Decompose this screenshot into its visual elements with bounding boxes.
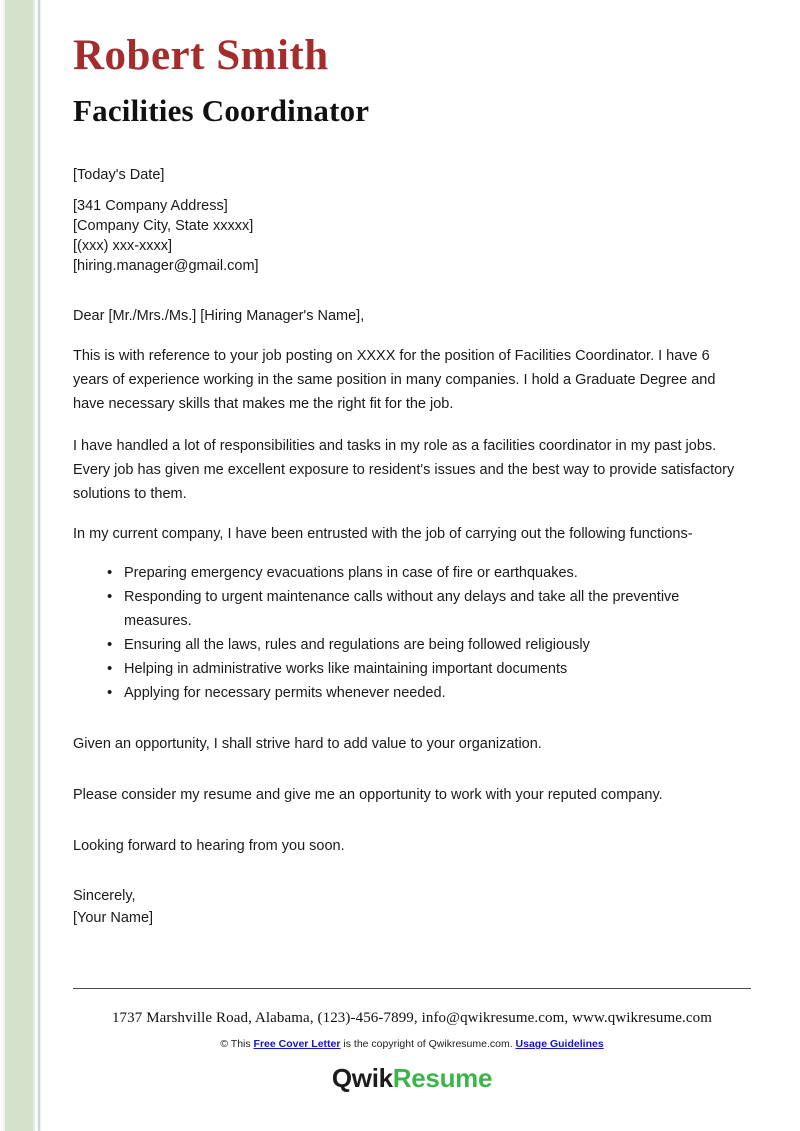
letter-content [73,0,753,929]
page-footer [73,988,751,1093]
list-item: • Helping in administrative works like maintaining important documents [124,657,749,681]
left-accent-stripe [0,0,44,1131]
free-cover-letter-link[interactable]: Free Cover Letter [253,1038,341,1050]
signature-name: [Your Name] [73,909,154,926]
usage-guidelines-link[interactable]: Usage Guidelines [515,1038,604,1050]
signature-block [73,885,753,929]
recipient-phone: [(xxx) xxx-xxxx] [73,238,173,255]
body-paragraph-1: This is with reference to your job posting on XXXX for the position of Facilities Coordinator. I have 6 years of experience working in the same position in many companies. I hold a Graduate Degree and have necessary skills that makes me the right fit for the job. [73,348,716,413]
footer-divider [73,988,751,989]
footer-copyright-line [73,1037,751,1052]
spacer [73,185,753,196]
responsibilities-list [73,561,753,705]
stripe-shadow-line [37,0,41,1131]
footer-contact-line: 1737 Marshville Road, Alabama, (123)-456-7899, info@qwikresume.com, www.qwikresume.com [111,1010,713,1026]
closing-paragraph-3: Looking forward to hearing from you soon. [73,837,345,854]
copyright-prefix: © This [220,1038,254,1050]
list-item: • Applying for necessary permits whenever needed. [124,681,749,705]
list-item: • Responding to urgent maintenance calls without any delays and take all the preventive measures. [124,585,749,633]
closing-paragraph-1: Given an opportunity, I shall strive hard to add value to your organization. [73,735,542,752]
recipient-email: [hiring.manager@gmail.com] [73,258,259,275]
recipient-address-line-2: [Company City, State xxxxx] [73,218,254,235]
closing-paragraph-2: Please consider my resume and give me an opportunity to work with your reputed company. [73,786,663,803]
body-paragraph-3: In my current company, I have been entrusted with the job of carrying out the following functions- [73,526,693,543]
letter-date: [Today's Date] [73,167,165,184]
applicant-job-title: Facilities Coordinator [73,93,370,129]
applicant-name: Robert Smith [73,32,329,79]
stripe-band [3,0,35,1131]
recipient-address-line-1: [341 Company Address] [73,198,228,215]
qwikresume-logo [73,1063,751,1093]
list-item: • Ensuring all the laws, rules and regulations are being followed religiously [124,633,749,657]
salutation: Dear [Mr./Mrs./Ms.] [Hiring Manager's Name], [73,308,365,325]
copyright-middle: is the copyright of Qwikresume.com. [340,1038,516,1050]
list-item: • Preparing emergency evacuations plans in case of fire or earthquakes. [124,561,749,585]
recipient-block [73,165,753,276]
body-paragraph-2: I have handled a lot of responsibilities and tasks in my role as a facilities coordinator in my past jobs. Every job has given me excellent exposure to resident's issues and the best way to provide satisfactory solutions to them. [73,438,735,503]
signature-closing: Sincerely, [73,887,136,904]
logo-text-qwik: Qwik [331,1063,393,1093]
logo-text-resume: Resume [392,1063,493,1093]
